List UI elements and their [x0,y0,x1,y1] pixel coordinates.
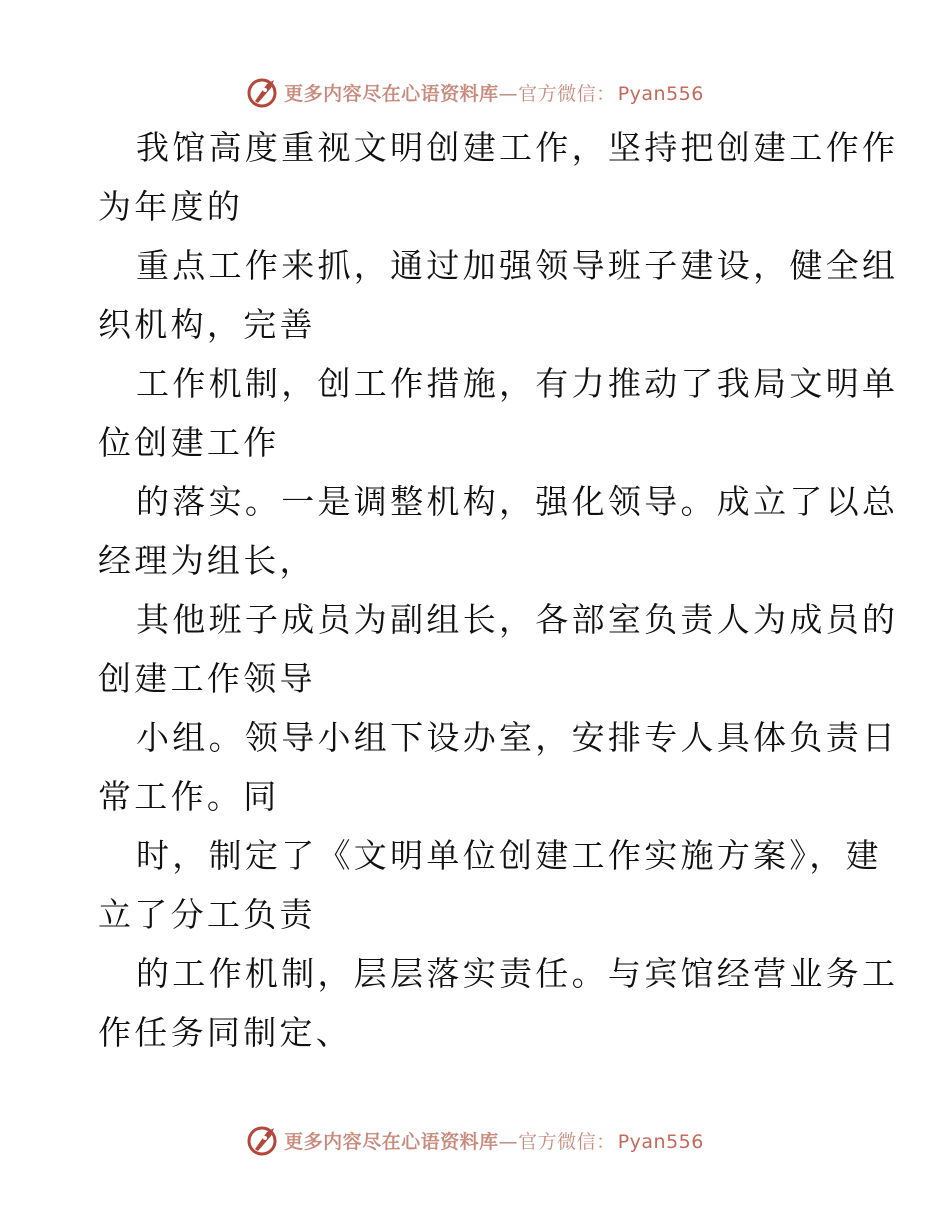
header-banner [0,72,950,112]
body-line: 的工作机制，层层落实责任。与宾馆经营业务工 [136,954,899,993]
body-line: 作任务同制定、 [98,1013,353,1052]
body-line: 为年度的 [98,187,244,226]
document-body [98,118,899,1062]
pen-nib-circle-icon [246,1123,280,1157]
body-line: 时，制定了《文明单位创建工作实施方案》，建 [136,836,882,875]
body-line: 位创建工作 [98,423,280,462]
footer-banner [0,1120,950,1160]
footer-dash: — [498,1130,519,1153]
footer-sub-text: 官方微信： [518,1130,616,1153]
body-line: 织机构，完善 [98,305,316,344]
header-dash: — [498,82,519,105]
header-wechat-id: Pyan556 [617,82,704,105]
body-line: 经理为组长， [98,541,316,580]
footer-main-text: 更多内容尽在心语资料库 [284,1130,499,1153]
body-line: 工作机制，创工作措施，有力推动了我局文明单 [136,364,899,403]
body-line: 重点工作来抓，通过加强领导班子建设，健全组 [136,246,899,285]
body-line: 小组。领导小组下设办室，安排专人具体负责日 [136,718,899,757]
body-line: 其他班子成员为副组长，各部室负责人为成员的 [136,600,899,639]
body-line: 创建工作领导 [98,659,316,698]
body-line: 我馆高度重视文明创建工作，坚持把创建工作作 [136,128,899,167]
header-text [284,79,704,106]
footer-wechat-id: Pyan556 [617,1130,704,1153]
pen-nib-circle-icon [246,75,280,109]
footer-text [284,1127,704,1154]
body-line: 的落实。一是调整机构，强化领导。成立了以总 [136,482,899,521]
header-sub-text: 官方微信： [518,82,616,105]
body-line: 常工作。同 [98,777,280,816]
body-line: 立了分工负责 [98,895,316,934]
header-main-text: 更多内容尽在心语资料库 [284,82,499,105]
